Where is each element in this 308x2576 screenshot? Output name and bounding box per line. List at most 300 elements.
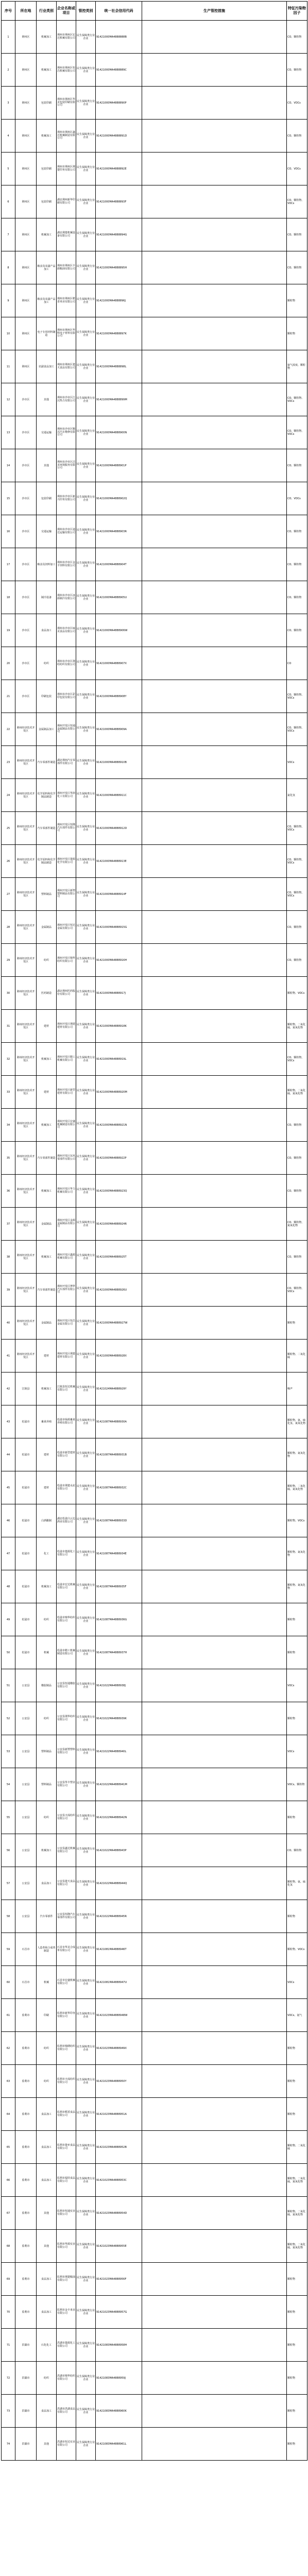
- cell-category: 民生保障类行业企业: [76, 713, 96, 746]
- cell-index: 66: [2, 2164, 15, 2197]
- cell-category: 民生保障类行业企业: [76, 1208, 96, 1241]
- table-row: [2, 1175, 307, 1208]
- cell-industry: 金属制品: [37, 1208, 57, 1241]
- cell-pollutants: 颗粒物、二氧化硫: [287, 1340, 307, 1372]
- cell-company: 荆州开发区东风零部件有限公司: [57, 1142, 76, 1175]
- cell-industry: 机械加工: [37, 1834, 57, 1867]
- table-row: [2, 647, 307, 680]
- cell-pollutants: CO、颗粒物、VOCs: [287, 185, 307, 218]
- table-row: [2, 2065, 307, 2098]
- cell-credit-code: 91421000MA4888922P: [96, 1142, 142, 1175]
- cell-company: 湖北松滋白云边酒业有限公司: [57, 1504, 76, 1537]
- table-row: [2, 614, 307, 647]
- cell-pollutants: 氨气浓度、颗粒物: [287, 350, 307, 383]
- cell-index: 29: [2, 944, 15, 977]
- cell-industry: 其他: [37, 449, 57, 482]
- cell-industry: 建材: [37, 1438, 57, 1471]
- table-row: [2, 878, 307, 911]
- cell-index: 72: [2, 2362, 15, 2395]
- table-row: [2, 1043, 307, 1076]
- cell-credit-code: 91421000MA4888892E: [96, 152, 142, 185]
- table-row: [2, 1735, 307, 1768]
- cell-industry: 橡胶制品: [37, 1669, 57, 1702]
- cell-measures: [142, 1010, 287, 1043]
- table-row: [2, 548, 307, 581]
- cell-pollutants: CO、颗粒物、VOCs: [287, 383, 307, 416]
- cell-index: 50: [2, 1636, 15, 1669]
- cell-pollutants: VOCs: [287, 1669, 307, 1702]
- cell-pollutants: CO、颗粒物、VOCs: [287, 1274, 307, 1307]
- cell-pollutants: VOCs: [287, 1966, 307, 1999]
- cell-credit-code: 91421000MA4888914F: [96, 878, 142, 911]
- cell-location: 荆州经济技术开发区: [15, 878, 37, 911]
- cell-index: 12: [2, 383, 15, 416]
- cell-industry: 化工: [37, 1537, 57, 1570]
- table-row: [2, 350, 307, 383]
- cell-index: 13: [2, 416, 15, 449]
- cell-pollutants: 颗粒物、氨、硫化氢、氮氧化物: [287, 1405, 307, 1438]
- cell-index: 24: [2, 779, 15, 812]
- cell-industry: 金属制品加工: [37, 713, 57, 746]
- cell-credit-code: 91421023MA4888952B: [96, 2131, 142, 2164]
- cell-index: 73: [2, 2395, 15, 2428]
- cell-pollutants: CO、VOCs: [287, 152, 307, 185]
- cell-location: 沙市区: [15, 680, 37, 713]
- cell-measures: [142, 1603, 287, 1636]
- table-row: [2, 2362, 307, 2395]
- cell-category: 民生保障类行业企业: [76, 746, 96, 779]
- cell-location: 监利市: [15, 2296, 37, 2329]
- cell-credit-code: 91421000MA4888905U: [96, 581, 142, 614]
- cell-company: 荆州开发区荆楚建材有限公司: [57, 1340, 76, 1372]
- cell-location: 荆州经济技术开发区: [15, 1043, 37, 1076]
- cell-credit-code: 91421000MA4888925T: [96, 1241, 142, 1274]
- cell-company: 荆州开发区恒达金属有限公司: [57, 911, 76, 944]
- table-row: [2, 515, 307, 548]
- table-row: [2, 2329, 307, 2362]
- cell-credit-code: 91421022MA4888943P: [96, 1834, 142, 1867]
- table-row: [2, 1504, 307, 1537]
- table-row: [2, 2230, 307, 2263]
- cell-company: 公安县鑫达机械有限公司: [57, 1834, 76, 1867]
- cell-measures: [142, 1241, 287, 1274]
- cell-category: 民生保障类行业企业: [76, 1768, 96, 1801]
- cell-pollutants: 颗粒物: [287, 1801, 307, 1834]
- cell-category: 民生保障类行业企业: [76, 779, 96, 812]
- cell-credit-code: 91421023MA4888950Y: [96, 2065, 142, 2098]
- cell-index: 30: [2, 977, 15, 1010]
- cell-index: 51: [2, 1669, 15, 1702]
- cell-company: 荆州开发区华润化工有限公司: [57, 779, 76, 812]
- cell-credit-code: 91421000MA4888903R: [96, 515, 142, 548]
- cell-measures: [142, 1043, 287, 1076]
- cell-index: 14: [2, 449, 15, 482]
- cell-measures: [142, 779, 287, 812]
- cell-location: 荆州区: [15, 218, 37, 251]
- cell-industry: 人造革和合成革制造: [37, 1933, 57, 1966]
- cell-location: 公安县: [15, 1702, 37, 1735]
- cell-credit-code: 91421000MA4888895H: [96, 251, 142, 284]
- cell-measures: [142, 284, 287, 317]
- cell-industry: 粮食及农副产品加工: [37, 284, 57, 317]
- cell-index: 40: [2, 1307, 15, 1340]
- cell-index: 61: [2, 1999, 15, 2032]
- header-cell-pollutants: 特征污染物因子: [287, 2, 307, 21]
- cell-company: 公安县恒通橡胶有限公司: [57, 1669, 76, 1702]
- cell-pollutants: CO、颗粒物: [287, 515, 307, 548]
- cell-industry: 粮食及饲料加工: [37, 548, 57, 581]
- cell-measures: [142, 1175, 287, 1208]
- cell-credit-code: 91421023MA4888953C: [96, 2164, 142, 2197]
- header-cell-category: 管控类别: [76, 2, 96, 21]
- cell-industry: 纺织: [37, 2362, 57, 2395]
- table-row: [2, 1933, 307, 1966]
- cell-index: 55: [2, 1801, 15, 1834]
- cell-company: 石首市华美合成革有限公司: [57, 1933, 76, 1966]
- table-row: [2, 1966, 307, 1999]
- cell-category: 民生保障类行业企业: [76, 944, 96, 977]
- cell-company: 监利市华源实业有限公司: [57, 2230, 76, 2263]
- cell-industry: 食品加工: [37, 2131, 57, 2164]
- cell-category: 民生保障类行业企业: [76, 2197, 96, 2230]
- cell-credit-code: 91421022MA4888941M: [96, 1768, 142, 1801]
- table-row: [2, 383, 307, 416]
- cell-measures: [142, 1900, 287, 1933]
- cell-industry: 印刷: [37, 1999, 57, 2032]
- cell-location: 沙市区: [15, 581, 37, 614]
- cell-measures: [142, 218, 287, 251]
- cell-location: 公安县: [15, 1735, 37, 1768]
- cell-measures: [142, 548, 287, 581]
- cell-index: 8: [2, 251, 15, 284]
- cell-location: 洪湖市: [15, 2395, 37, 2428]
- cell-company: 荆州市沙市区彩印包装有限公司: [57, 680, 76, 713]
- cell-pollutants: CO、颗粒物: [287, 251, 307, 284]
- cell-company: 荆州市沙市区新兴印务有限公司: [57, 482, 76, 515]
- cell-industry: 纺织: [37, 944, 57, 977]
- cell-company: 监利市新华印务有限公司: [57, 1999, 76, 2032]
- cell-index: 47: [2, 1537, 15, 1570]
- cell-industry: 机械: [37, 1636, 57, 1669]
- cell-company: 洪湖市楚源化工有限公司: [57, 2329, 76, 2362]
- cell-location: 荆州区: [15, 317, 37, 350]
- cell-pollutants: 颗粒物: [287, 2296, 307, 2329]
- cell-pollutants: 颗粒物: [287, 2032, 307, 2065]
- cell-company: 荆州开发区恒通金属制品有限公司: [57, 713, 76, 746]
- cell-credit-code: 91421000MA4888896J: [96, 284, 142, 317]
- cell-measures: [142, 21, 287, 54]
- cell-credit-code: 91421087MA4888930A: [96, 1405, 142, 1438]
- cell-industry: 其他: [37, 2428, 57, 2461]
- cell-industry: 建材: [37, 1010, 57, 1043]
- cell-company: 松滋市宏达机械有限公司: [57, 1570, 76, 1603]
- cell-location: 洪湖市: [15, 2362, 37, 2395]
- cell-category: 民生保障类行业企业: [76, 911, 96, 944]
- cell-company: 松滋市锦华纺织有限公司: [57, 1603, 76, 1636]
- cell-measures: [142, 1834, 287, 1867]
- cell-pollutants: 颗粒物、二氧化硫、氮氧化物: [287, 1471, 307, 1504]
- cell-company: 荆州市沙市区金丰饲料有限公司: [57, 548, 76, 581]
- cell-measures: [142, 878, 287, 911]
- table-row: [2, 1801, 307, 1834]
- cell-location: 荆州经济技术开发区: [15, 1076, 37, 1109]
- cell-pollutants: 颗粒物、二氧化硫、氮氧化物: [287, 1010, 307, 1043]
- cell-location: 沙市区: [15, 647, 37, 680]
- cell-pollutants: 颗粒物、VOCs: [287, 1504, 307, 1537]
- cell-pollutants: 颗粒物、VOCs: [287, 1933, 307, 1966]
- cell-industry: 建材: [37, 1471, 57, 1504]
- cell-credit-code: 91421000MA4888909A: [96, 713, 142, 746]
- cell-measures: [142, 647, 287, 680]
- cell-company: 监利市荆楚粮油有限公司: [57, 2263, 76, 2296]
- cell-measures: [142, 2329, 287, 2362]
- cell-category: 民生保障类行业企业: [76, 1471, 96, 1504]
- cell-measures: [142, 317, 287, 350]
- cell-category: 民生保障类行业企业: [76, 1570, 96, 1603]
- cell-category: 民生保障类行业企业: [76, 1241, 96, 1274]
- cell-industry: 化学原料和化学制品制造: [37, 845, 57, 878]
- cell-company: 荆州市沙市区顺达汽车维修有限公司: [57, 416, 76, 449]
- cell-location: 监利市: [15, 2230, 37, 2263]
- cell-company: 湖北荆州新华印刷有限公司: [57, 185, 76, 218]
- cell-pollutants: 颗粒物: [287, 2065, 307, 2098]
- cell-index: 2: [2, 54, 15, 87]
- cell-credit-code: 91421087MA4888936G: [96, 1603, 142, 1636]
- cell-pollutants: 颗粒物: [287, 1307, 307, 1340]
- cell-pollutants: 颗粒物: [287, 2098, 307, 2131]
- cell-credit-code: 91421000MA4888897K: [96, 317, 142, 350]
- cell-company: 监利市金丰米业有限公司: [57, 2296, 76, 2329]
- cell-industry: 机械加工: [37, 218, 57, 251]
- cell-measures: [142, 977, 287, 1010]
- cell-index: 71: [2, 2329, 15, 2362]
- cell-industry: 其他: [37, 2230, 57, 2263]
- cell-index: 74: [2, 2428, 15, 2461]
- cell-index: 23: [2, 746, 15, 779]
- cell-measures: [142, 2230, 287, 2263]
- cell-pollutants: CO、颗粒物: [287, 581, 307, 614]
- cell-measures: [142, 515, 287, 548]
- cell-measures: [142, 944, 287, 977]
- cell-measures: [142, 1340, 287, 1372]
- cell-company: 松滋市精工机械制造有限公司: [57, 1636, 76, 1669]
- cell-credit-code: 91421000MA4888913E: [96, 845, 142, 878]
- cell-credit-code: 91421081MA4888947U: [96, 1966, 142, 1999]
- cell-industry: 机械加工: [37, 1372, 57, 1405]
- cell-credit-code: 91421087MA4888937H: [96, 1636, 142, 1669]
- cell-index: 43: [2, 1405, 15, 1438]
- cell-location: 石首市: [15, 1933, 37, 1966]
- cell-company: 监利市楚乡食品有限公司: [57, 2131, 76, 2164]
- cell-company: 荆州开发区金源金属制品有限公司: [57, 1208, 76, 1241]
- cell-measures: [142, 54, 287, 87]
- cell-measures: [142, 1438, 287, 1471]
- cell-pollutants: CO、颗粒物: [287, 21, 307, 54]
- cell-category: 民生保障类行业企业: [76, 977, 96, 1010]
- cell-company: 荆州开发区恒隆汽车部件有限公司: [57, 812, 76, 845]
- cell-credit-code: 91421023MA4888949X: [96, 2032, 142, 2065]
- cell-industry: 包装印刷: [37, 185, 57, 218]
- cell-pollutants: CO、颗粒物、VOCs: [287, 1043, 307, 1076]
- cell-measures: [142, 1801, 287, 1834]
- cell-index: 35: [2, 1142, 15, 1175]
- cell-index: 22: [2, 713, 15, 746]
- cell-industry: 制冷设备: [37, 581, 57, 614]
- cell-measures: [142, 1471, 287, 1504]
- cell-location: 公安县: [15, 1768, 37, 1801]
- cell-location: 荆州区: [15, 21, 37, 54]
- cell-location: 监利市: [15, 2263, 37, 2296]
- cell-index: 67: [2, 2197, 15, 2230]
- cell-pollutants: CO、颗粒物: [287, 944, 307, 977]
- cell-credit-code: 91421022MA4888942N: [96, 1801, 142, 1834]
- cell-category: 民生保障类行业企业: [76, 1307, 96, 1340]
- cell-location: 荆州区: [15, 251, 37, 284]
- cell-credit-code: 91421000MA4888906W: [96, 614, 142, 647]
- cell-index: 45: [2, 1471, 15, 1504]
- cell-measures: [142, 1933, 287, 1966]
- cell-index: 60: [2, 1966, 15, 1999]
- header-cell-industry: 行业类别: [37, 2, 57, 21]
- cell-measures: [142, 1076, 287, 1109]
- cell-credit-code: 91421000MA4888907X: [96, 647, 142, 680]
- cell-industry: 汽车零部件制造: [37, 1274, 57, 1307]
- cell-industry: 塑料制品: [37, 1768, 57, 1801]
- cell-industry: 汽车零部件: [37, 1900, 57, 1933]
- cell-index: 25: [2, 812, 15, 845]
- cell-category: 民生保障类行业企业: [76, 1834, 96, 1867]
- cell-location: 荆州经济技术开发区: [15, 1274, 37, 1307]
- cell-index: 28: [2, 911, 15, 944]
- cell-pollutants: VOCs: [287, 1735, 307, 1768]
- cell-company: 石首市宏盛机械有限公司: [57, 1966, 76, 1999]
- cell-pollutants: CO、颗粒物: [287, 54, 307, 87]
- cell-credit-code: 91421000MA4888911C: [96, 779, 142, 812]
- cell-industry: 交通运输: [37, 416, 57, 449]
- cell-pollutants: VOCs: [287, 746, 307, 779]
- cell-pollutants: 颗粒物: [287, 317, 307, 350]
- cell-pollutants: CO、颗粒物: [287, 911, 307, 944]
- table-row: [2, 1438, 307, 1471]
- table-row: [2, 2098, 307, 2131]
- cell-pollutants: CO、颗粒物: [287, 1142, 307, 1175]
- cell-location: 洪湖市: [15, 2428, 37, 2461]
- cell-category: 民生保障类行业企业: [76, 2131, 96, 2164]
- cell-location: 荆州经济技术开发区: [15, 911, 37, 944]
- cell-category: 民生保障类行业企业: [76, 1076, 96, 1109]
- cell-industry: 机械加工: [37, 120, 57, 152]
- cell-pollutants: 颗粒物、二氧化硫: [287, 2131, 307, 2164]
- cell-credit-code: 91421000MA4888919L: [96, 1043, 142, 1076]
- cell-company: 荆州市沙市区洁美环境服务有限公司: [57, 449, 76, 482]
- cell-company: 公安县新塑塑料有限公司: [57, 1735, 76, 1768]
- cell-industry: 机械加工: [37, 1109, 57, 1142]
- table-row: [2, 1537, 307, 1570]
- cell-location: 松滋市: [15, 1471, 37, 1504]
- cell-industry: 包装印刷: [37, 482, 57, 515]
- cell-credit-code: 91421000MA4888927W: [96, 1307, 142, 1340]
- cell-location: 沙市区: [15, 449, 37, 482]
- header-cell-location: 所在地: [15, 2, 37, 21]
- table-row: [2, 1274, 307, 1307]
- cell-location: 荆州区: [15, 120, 37, 152]
- cell-company: 荆州开发区新塑塑料制品有限公司: [57, 878, 76, 911]
- cell-measures: [142, 2395, 287, 2428]
- cell-pollutants: CO、颗粒物: [287, 449, 307, 482]
- cell-company: 荆州开发区博世汽车部件有限公司: [57, 1274, 76, 1307]
- cell-location: 荆州经济技术开发区: [15, 1142, 37, 1175]
- cell-credit-code: 91421000MA4888928X: [96, 1340, 142, 1372]
- cell-company: 监利市福娃食品有限公司: [57, 2164, 76, 2197]
- cell-pollutants: 颗粒物、氮氧化物: [287, 1438, 307, 1471]
- cell-company: 湖北荆州汽车零部件有限公司: [57, 746, 76, 779]
- cell-industry: 金属制品: [37, 1307, 57, 1340]
- cell-category: 民生保障类行业企业: [76, 1735, 96, 1768]
- table-row: [2, 1636, 307, 1669]
- cell-company: 荆州市荆州区稻香米业有限公司: [57, 284, 76, 317]
- table-row: [2, 1669, 307, 1702]
- cell-credit-code: 91421000MA4888899M: [96, 383, 142, 416]
- cell-company: 洪湖市锦华纺织有限公司: [57, 2362, 76, 2395]
- cell-pollutants: CO: [287, 647, 307, 680]
- cell-industry: 汽车零部件制造: [37, 1142, 57, 1175]
- cell-industry: 纺织: [37, 2065, 57, 2098]
- cell-category: 民生保障类行业企业: [76, 680, 96, 713]
- cell-pollutants: 颗粒物、二氧化硫、氮氧化物: [287, 2164, 307, 2197]
- cell-measures: [142, 2032, 287, 2065]
- table-row: [2, 1768, 307, 1801]
- cell-index: 70: [2, 2296, 15, 2329]
- cell-company: 公安县荆华纺织有限公司: [57, 1702, 76, 1735]
- cell-pollutants: 颗粒物: [287, 1603, 307, 1636]
- cell-measures: [142, 1669, 287, 1702]
- cell-measures: [142, 2065, 287, 2098]
- table-row: [2, 977, 307, 1010]
- cell-category: 民生保障类行业企业: [76, 2428, 96, 2461]
- cell-pollutants: CO、颗粒物: [287, 1241, 307, 1274]
- cell-measures: [142, 416, 287, 449]
- cell-measures: [142, 1768, 287, 1801]
- table-row: [2, 1900, 307, 1933]
- cell-pollutants: CO、颗粒物: [287, 614, 307, 647]
- cell-category: 民生保障类行业企业: [76, 1340, 96, 1372]
- cell-measures: [142, 1570, 287, 1603]
- cell-industry: 机械加工: [37, 1175, 57, 1208]
- cell-measures: [142, 581, 287, 614]
- cell-measures: [142, 713, 287, 746]
- cell-credit-code: 91421087MA4888932C: [96, 1471, 142, 1504]
- table-row: [2, 2164, 307, 2197]
- cell-category: 民生保障类行业企业: [76, 2362, 96, 2395]
- cell-company: 江陵县恒达机械有限公司: [57, 1372, 76, 1405]
- cell-location: 监利市: [15, 2065, 37, 2098]
- cell-category: 民生保障类行业企业: [76, 1669, 96, 1702]
- cell-pollutants: CO、颗粒物、VOCs: [287, 680, 307, 713]
- cell-category: 民生保障类行业企业: [76, 2329, 96, 2362]
- cell-company: 公安县天成纺织有限公司: [57, 1801, 76, 1834]
- cell-index: 26: [2, 845, 15, 878]
- cell-industry: 机械加工: [37, 1570, 57, 1603]
- cell-measures: [142, 746, 287, 779]
- cell-pollutants: 颗粒物、氮氧化物: [287, 1570, 307, 1603]
- cell-industry: 纺织: [37, 647, 57, 680]
- table-row: [2, 1603, 307, 1636]
- table-row: [2, 2263, 307, 2296]
- cell-pollutants: 颗粒物: [287, 1900, 307, 1933]
- table-row: [2, 779, 307, 812]
- cell-industry: 塑料制品: [37, 1735, 57, 1768]
- cell-measures: [142, 1966, 287, 1999]
